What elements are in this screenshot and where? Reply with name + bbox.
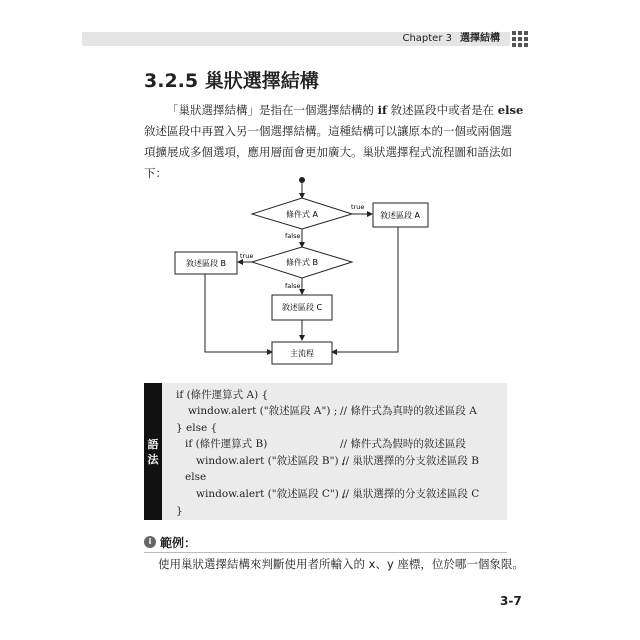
- example-title: 範例：: [160, 536, 197, 550]
- page-number: 3-7: [500, 594, 522, 608]
- start-node: [299, 177, 305, 183]
- label-true-b: true: [240, 252, 254, 260]
- code-comment-4: // 條件式為假時的敘述區段: [340, 438, 466, 450]
- condition-b: 條件式 B: [285, 258, 319, 267]
- paragraph-line-4: 下：: [144, 166, 167, 180]
- chapter-number: Chapter 3: [402, 33, 452, 44]
- paragraph-line-3: 項擴展成多個選項，應用層面會更加廣大。巢狀選擇程式流程圖和語法如: [144, 145, 512, 159]
- code-comment-7: // 巢狀選擇的分支敘述區段 C: [342, 488, 480, 500]
- label-false-a: false: [285, 232, 301, 240]
- code-line-2: window.alert ("敘述區段 A") ;: [188, 405, 338, 417]
- code-comment-2: // 條件式為真時的敘述區段 A: [340, 405, 477, 417]
- code-comment-5: // 巢狀選擇的分支敘述區段 B: [342, 455, 479, 467]
- code-line-4: if (條件運算式 B): [185, 438, 268, 450]
- grid-icon: [512, 31, 528, 47]
- chapter-title: 選擇結構: [460, 33, 500, 44]
- running-header: [402, 33, 500, 45]
- example-divider: [144, 552, 507, 553]
- paragraph-line-2: 敘述區段中再置入另一個選擇結構。這種結構可以讓原本的一個或兩個選: [144, 124, 512, 138]
- nested-selection-flowchart: [150, 172, 450, 372]
- syntax-box: [144, 383, 507, 520]
- condition-a: 條件式 A: [285, 210, 319, 219]
- label-true-a: true: [351, 203, 365, 211]
- block-a: 敘述區段 A: [379, 211, 421, 220]
- block-c: 敘述區段 C: [281, 303, 323, 312]
- code-line-1: if (條件運算式 A) {: [176, 389, 269, 401]
- code-line-5: window.alert ("敘述區段 B") ;: [196, 455, 346, 467]
- code-line-3: } else {: [176, 422, 218, 434]
- block-b: 敘述區段 B: [185, 259, 227, 268]
- main-flow: 主流程: [290, 349, 314, 358]
- code-line-7: window.alert ("敘述區段 C") ;: [196, 488, 346, 500]
- code-line-6: else: [185, 471, 207, 483]
- label-false-b: false: [285, 282, 301, 290]
- paragraph-line-1: 「巢狀選擇結構」是指在一個選擇結構的 if 敘述區段中或者是在 else: [167, 103, 524, 117]
- code-line-8: }: [176, 505, 183, 517]
- syntax-label: 語 法: [144, 383, 162, 520]
- example-text: 使用巢狀選擇結構來判斷使用者所輸入的 x、y 座標，位於哪一個象限。: [158, 557, 524, 571]
- section-title: 3.2.5 巢狀選擇結構: [144, 70, 319, 92]
- info-icon: i: [144, 536, 156, 548]
